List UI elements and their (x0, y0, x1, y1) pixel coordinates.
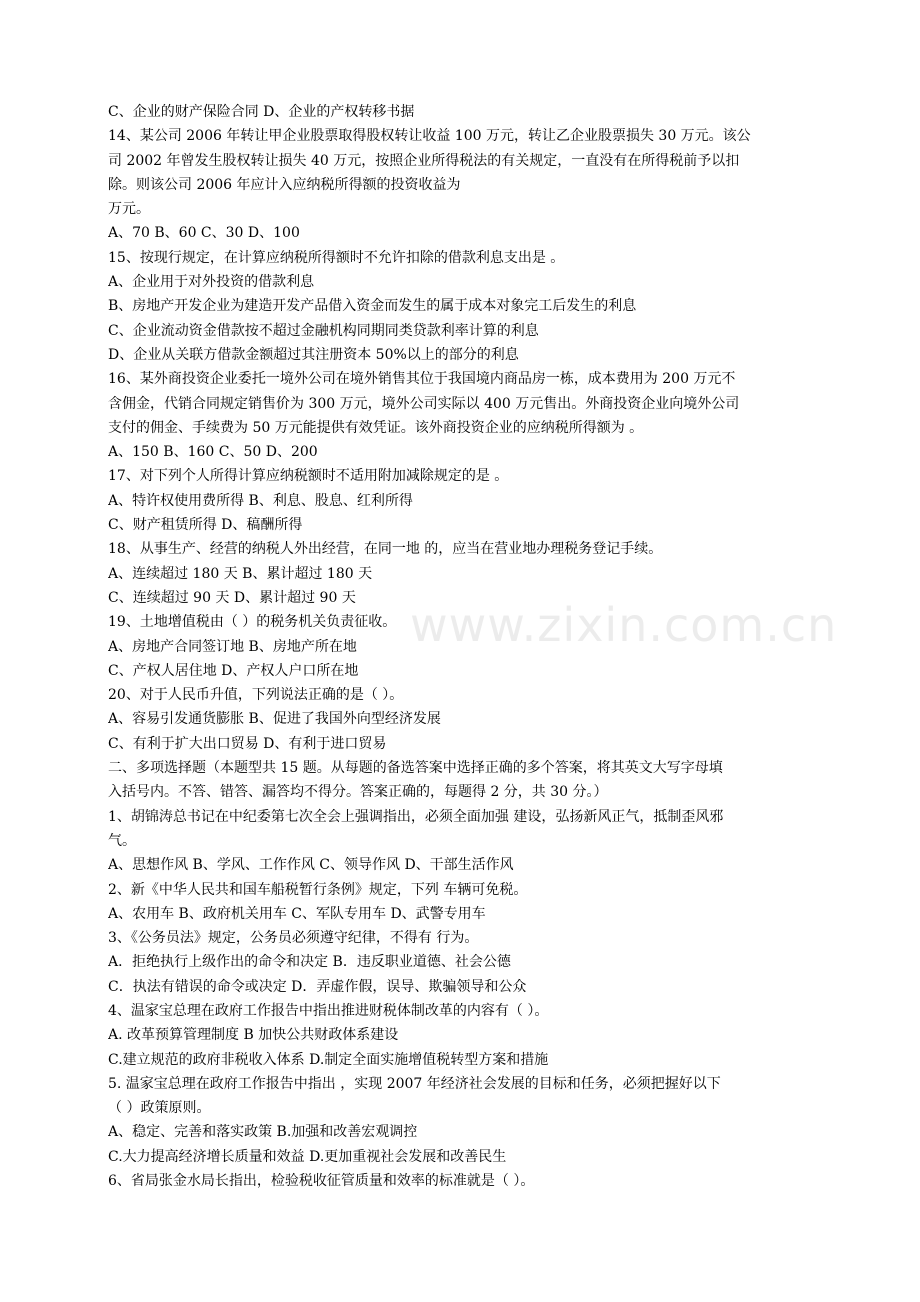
text-line: C、财产租赁所得 D、稿酬所得 (108, 517, 303, 534)
text-line: 3、《公务员法》规定，公务员必须遵守纪律，不得有 行为。 (108, 930, 479, 947)
text-line: 除。则该公司 2006 年应计入应纳税所得额的投资收益为 (108, 176, 461, 193)
text-line: 4、温家宝总理在政府工作报告中指出推进财税体制改革的内容有（ ）。 (108, 1002, 549, 1019)
text-line: （ ）政策原则。 (108, 1100, 211, 1117)
text-line: C.大力提高经济增长质量和效益 D.更加重视社会发展和改善民生 (108, 1148, 507, 1165)
text-line: C、有利于扩大出口贸易 D、有利于进口贸易 (108, 735, 387, 752)
text-line: A、企业用于对外投资的借款利息 (108, 274, 315, 291)
text-line: A、150 B、160 C、50 D、200 (108, 444, 318, 461)
text-line: A．拒绝执行上级作出的命令和决定 B．违反职业道德、社会公德 (108, 954, 511, 971)
text-line: 19、土地增值税由（ ）的税务机关负责征收。 (108, 614, 397, 631)
text-line: A、连续超过 180 天 B、累计超过 180 天 (108, 565, 373, 582)
text-line: 20、对于人民币升值，下列说法正确的是（ ）。 (108, 687, 404, 704)
text-line: 18、从事生产、经营的纳税人外出经营，在同一地 的，应当在营业地办理税务登记手续。 (108, 541, 663, 558)
text-line: A、农用车 B、政府机关用车 C、军队专用车 D、武警专用车 (108, 905, 486, 922)
text-line: 15、按现行规定，在计算应纳税所得额时不允许扣除的借款利息支出是 。 (108, 249, 565, 266)
text-line: A. 改革预算管理制度 B 加快公共财政体系建设 (108, 1027, 399, 1044)
text-line: 14、某公司 2006 年转让甲企业股票取得股权转让收益 100 万元，转让乙企业股票损失 30 万元。该公 (108, 128, 751, 145)
text-line: 二、多项选择题（本题型共 15 题。从每题的备选答案中选择正确的多个答案，将其英文大写字母填 (108, 760, 723, 777)
text-line: 2、新《中华人民共和国车船税暂行条例》规定，下列 车辆可免税。 (108, 881, 528, 898)
text-line: 1、胡锦涛总书记在中纪委第七次全会上强调指出，必须全面加强 建设，弘扬新风正气，抵制歪风邪 (108, 808, 724, 825)
text-line: 司 2002 年曾发生股权转让损失 40 万元，按照企业所得税法的有关规定，一直没有在所得税前予以扣 (108, 152, 740, 169)
text-line: A、房地产合同签订地 B、房地产所在地 (108, 638, 357, 655)
document-page (108, 100, 824, 1193)
text-line: A、稳定、完善和落实政策 B.加强和改善宏观调控 (108, 1124, 418, 1141)
text-line: 万元。 (108, 201, 150, 218)
text-line: C．执法有错误的命令或决定 D．弄虚作假，误导、欺骗领导和公众 (108, 978, 527, 995)
text-line: 含佣金，代销合同规定销售价为 300 万元，境外公司实际以 400 万元售出。外商投资企业向境外公司 (108, 395, 740, 412)
text-line: 入括号内。不答、错答、漏答均不得分。答案正确的，每题得 2 分，共 30 分。） (108, 784, 608, 801)
text-line: 17、对下列个人所得计算应纳税额时不适用附加减除规定的是 。 (108, 468, 509, 485)
text-line: C、产权人居住地 D、产权人户口所在地 (108, 662, 359, 679)
text-line: 16、某外商投资企业委托一境外公司在境外销售其位于我国境内商品房一栋，成本费用为 200 万元不 (108, 371, 736, 388)
text-line: 气。 (108, 832, 136, 849)
text-line: A、思想作风 B、学风、工作作风 C、领导作风 D、干部生活作风 (108, 857, 514, 874)
text-line: B、房地产开发企业为建造开发产品借入资金而发生的属于成本对象完工后发生的利息 (108, 298, 637, 315)
watermark-text: www.zixin.com.cn (410, 598, 838, 652)
text-line: 5. 温家宝总理在政府工作报告中指出 ，实现 2007 年经济社会发展的目标和任务，必须把握好以下 (108, 1075, 721, 1092)
text-line: C、企业流动资金借款按不超过金融机构同期同类贷款利率计算的利息 (108, 322, 539, 339)
text-line: D、企业从关联方借款金额超过其注册资本 50%以上的部分的利息 (108, 346, 519, 363)
text-line: 支付的佣金、手续费为 50 万元能提供有效凭证。该外商投资企业的应纳税所得额为 。 (108, 419, 644, 436)
text-line: 6、省局张金水局长指出，检验税收征管质量和效率的标准就是（ ）。 (108, 1173, 535, 1190)
text-line: A、特许权使用费所得 B、利息、股息、红利所得 (108, 492, 413, 509)
text-line: A、70 B、60 C、30 D、100 (108, 225, 300, 242)
text-line: C、企业的财产保险合同 D、企业的产权转移书据 (108, 104, 415, 120)
text-line: C、连续超过 90 天 D、累计超过 90 天 (108, 589, 356, 606)
text-line: A、容易引发通货膨胀 B、促进了我国外向型经济发展 (108, 711, 441, 728)
text-line: C.建立规范的政府非税收入体系 D.制定全面实施增值税转型方案和措施 (108, 1051, 549, 1068)
